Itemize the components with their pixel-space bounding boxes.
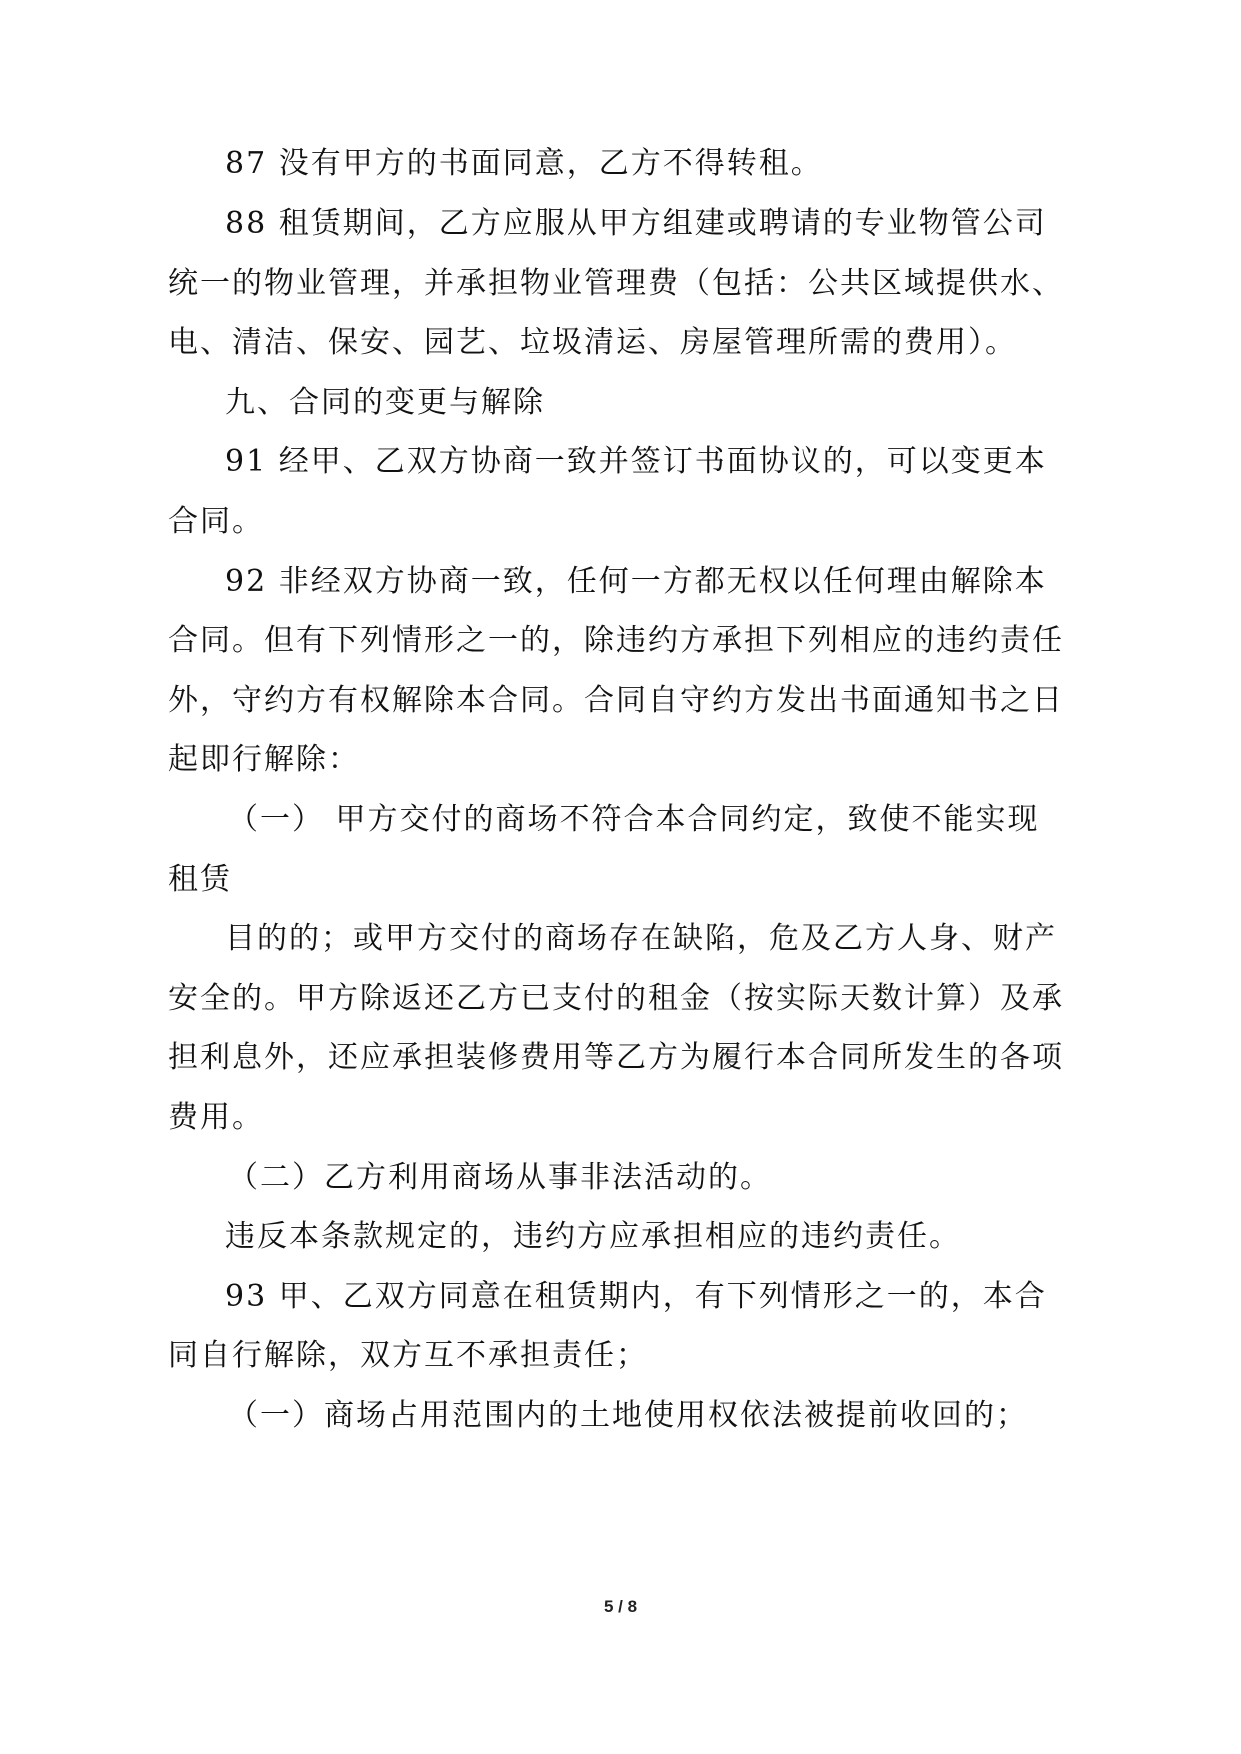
text-line: 外，守约方有权解除本合同。合同自守约方发出书面通知书之日 <box>168 683 1064 718</box>
text-line: 违反本条款规定的，违约方应承担相应的违约责任。 <box>225 1219 961 1254</box>
section-heading: 九、合同的变更与解除 <box>225 385 545 420</box>
text-line: 91 经甲、乙双方协商一致并签订书面协议的，可以变更本 <box>225 444 1047 479</box>
text-line: 租赁 <box>168 862 232 897</box>
text-line: （二）乙方利用商场从事非法活动的。 <box>228 1160 772 1195</box>
text-line: （一）商场占用范围内的土地使用权依法被提前收回的； <box>228 1398 1028 1433</box>
text-line: 安全的。甲方除返还乙方已支付的租金（按实际天数计算）及承 <box>168 981 1064 1016</box>
text-line: 费用。 <box>168 1100 264 1135</box>
text-line: 87 没有甲方的书面同意，乙方不得转租。 <box>225 146 823 181</box>
text-line: 合同。但有下列情形之一的，除违约方承担下列相应的违约责任 <box>168 623 1064 658</box>
text-line: （一） 甲方交付的商场不符合本合同约定，致使不能实现 <box>228 802 1040 837</box>
text-line: 93 甲、乙双方同意在租赁期内，有下列情形之一的，本合 <box>225 1279 1047 1314</box>
text-line: 目的的；或甲方交付的商场存在缺陷，危及乙方人身、财产 <box>225 921 1057 956</box>
text-line: 担利息外，还应承担装修费用等乙方为履行本合同所发生的各项 <box>168 1040 1064 1075</box>
page-number: 5 / 8 <box>603 1597 638 1616</box>
text-line: 统一的物业管理，并承担物业管理费（包括：公共区域提供水、 <box>168 266 1064 301</box>
text-line: 88 租赁期间，乙方应服从甲方组建或聘请的专业物管公司 <box>225 206 1047 241</box>
text-line: 电、清洁、保安、园艺、垃圾清运、房屋管理所需的费用）。 <box>168 325 1017 360</box>
text-line: 合同。 <box>168 504 264 539</box>
text-line: 92 非经双方协商一致，任何一方都无权以任何理由解除本 <box>225 564 1047 599</box>
text-line: 同自行解除，双方互不承担责任； <box>168 1338 648 1373</box>
text-line: 起即行解除： <box>168 742 360 777</box>
